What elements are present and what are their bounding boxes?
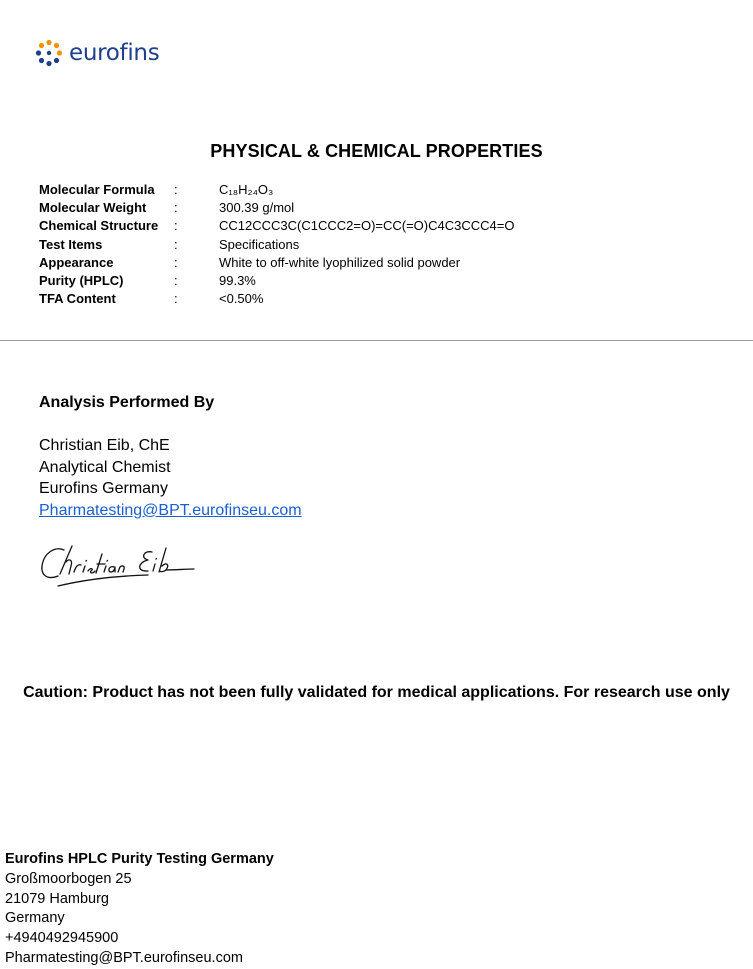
property-separator: : <box>174 272 178 288</box>
footer-country: Germany <box>5 910 65 927</box>
analyst-name: Christian Eib, ChE <box>39 437 170 454</box>
property-separator: : <box>174 182 178 197</box>
property-label: Molecular Formula <box>39 182 155 197</box>
footer-company: Eurofins HPLC Purity Testing Germany <box>5 851 274 867</box>
property-value: Specifications <box>219 236 300 252</box>
section-divider <box>0 340 753 341</box>
property-separator: : <box>174 291 178 307</box>
footer-phone: +4940492945900 <box>5 930 119 947</box>
eurofins-dots-icon <box>35 39 63 67</box>
footer-city: 21079 Hamburg <box>5 890 109 907</box>
analysis-section <box>39 393 302 521</box>
signature-image <box>38 540 198 594</box>
property-separator: : <box>174 236 178 252</box>
property-value: <0.50% <box>219 291 264 307</box>
caution-notice: Caution: Product has not been fully validated for medical applications. For research use only <box>23 684 730 701</box>
footer-address <box>5 850 274 969</box>
analyst-email-link[interactable]: Pharmatesting@BPT.eurofinseu.com <box>39 501 302 519</box>
property-label: Purity (HPLC) <box>39 272 124 288</box>
property-label: TFA Content <box>39 291 116 307</box>
property-value: C₁₈H₂₄O₃ <box>219 182 274 197</box>
property-value: 99.3% <box>219 272 256 288</box>
property-label: Appearance <box>39 254 114 270</box>
property-value: 300.39 g/mol <box>219 200 295 216</box>
logo-wordmark: eurofins <box>69 39 160 66</box>
property-label: Chemical Structure <box>39 218 159 234</box>
property-value: CC12CCC3C(C1CCC2=O)=CC(=O)C4C3CCC4=O <box>219 218 515 234</box>
page-title: PHYSICAL & CHEMICAL PROPERTIES <box>210 141 543 161</box>
signature <box>38 540 198 594</box>
analyst-role: Analytical Chemist <box>39 458 171 476</box>
footer-email: Pharmatesting@BPT.eurofinseu.com <box>5 949 243 966</box>
property-separator: : <box>174 218 178 234</box>
property-separator: : <box>174 254 178 270</box>
analysis-heading: Analysis Performed By <box>39 394 215 411</box>
property-separator: : <box>174 200 178 216</box>
eurofins-logo <box>35 38 159 68</box>
footer-street: Großmoorbogen 25 <box>5 870 132 887</box>
analyst-company: Eurofins Germany <box>39 480 168 498</box>
property-value: White to off-white lyophilized solid powder <box>219 254 461 270</box>
property-label: Molecular Weight <box>39 200 147 216</box>
analyst-details <box>39 435 302 521</box>
property-label: Test Items <box>39 236 103 252</box>
